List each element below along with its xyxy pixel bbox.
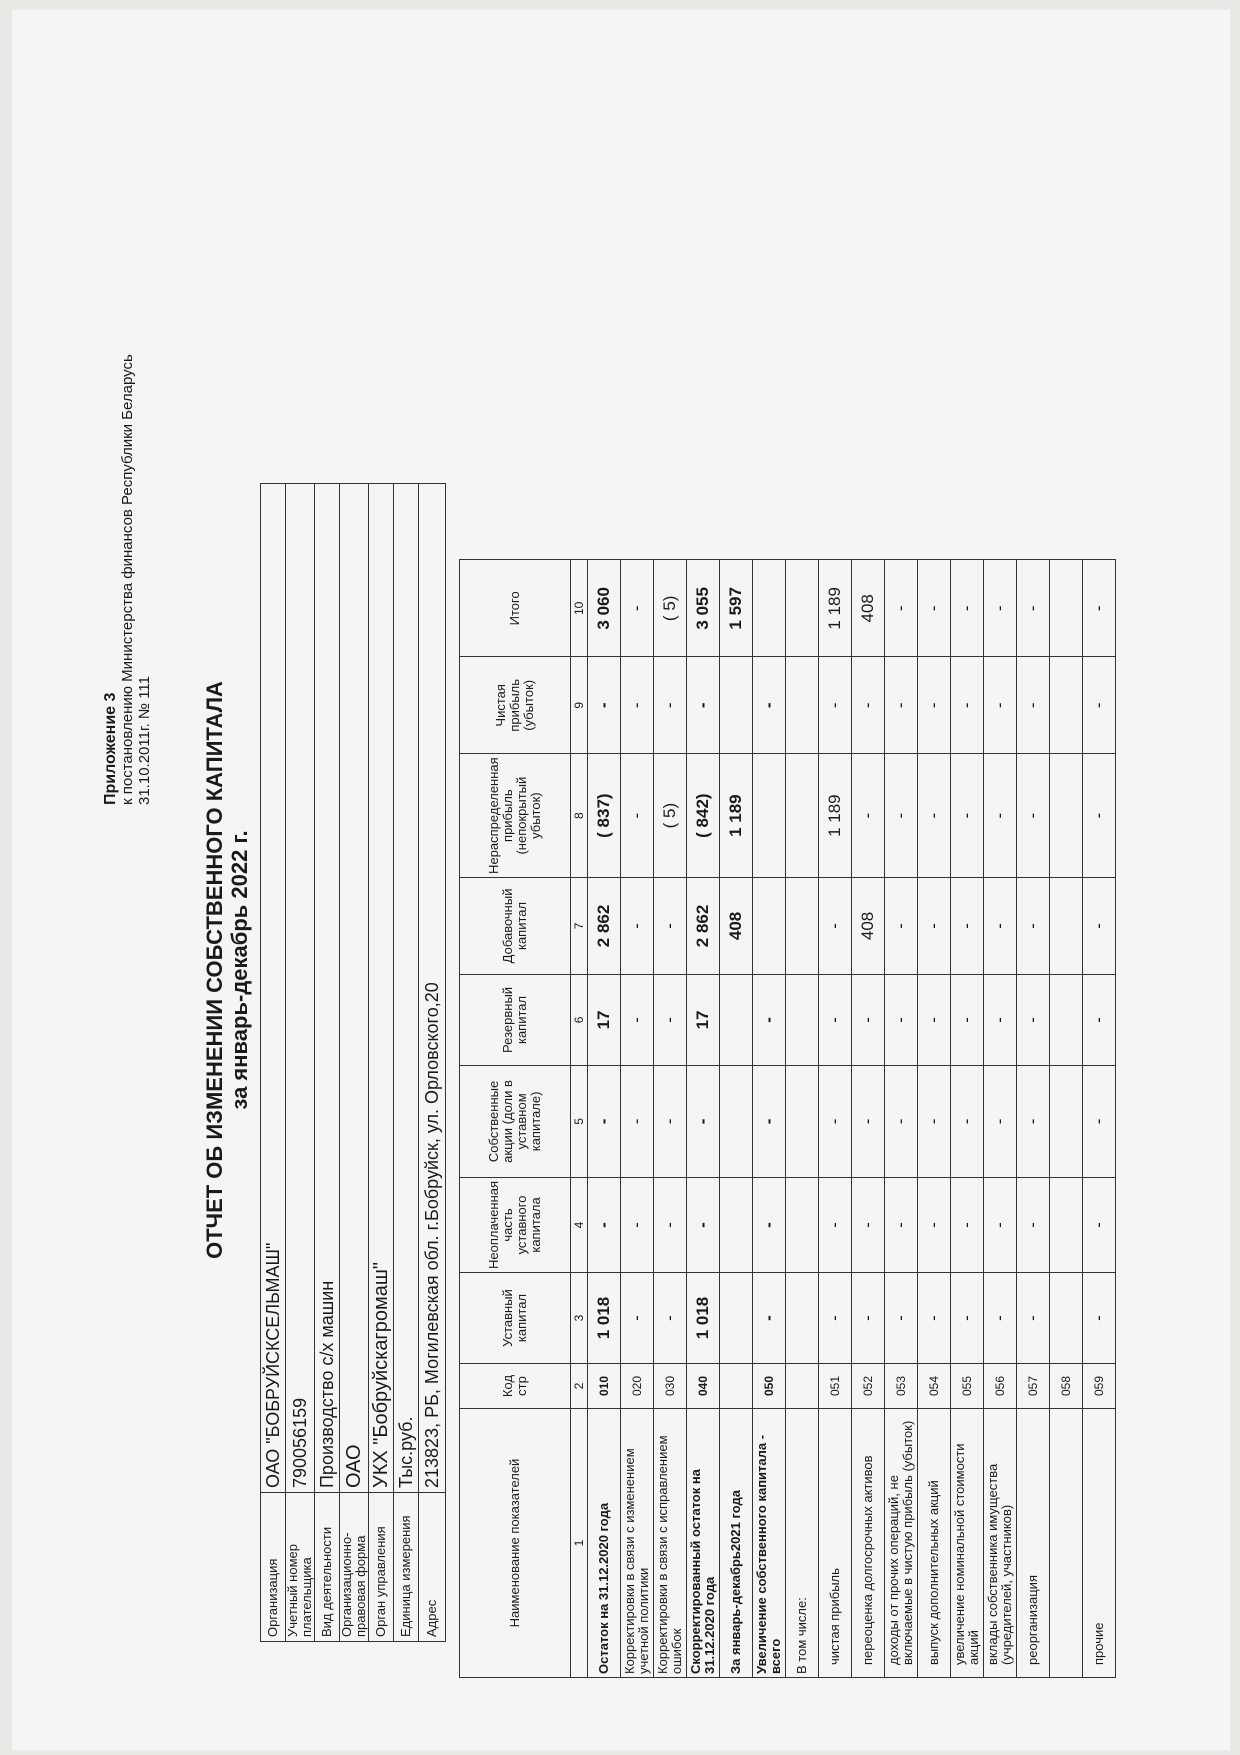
table-cell: 1 018 [687, 1273, 720, 1364]
row-code: 057 [1017, 1364, 1050, 1409]
table-cell: - [885, 1065, 918, 1177]
column-header: Код стр [460, 1364, 571, 1409]
table-cell: - [1083, 877, 1116, 974]
table-cell: - [984, 560, 1017, 657]
table-cell: - [654, 1273, 687, 1364]
table-cell: 17 [588, 974, 621, 1065]
row-code: 010 [588, 1364, 621, 1409]
table-row [885, 560, 918, 1678]
table-cell: - [885, 560, 918, 657]
table-cell: - [984, 1065, 1017, 1177]
row-label: вклады собственника имущества (учредителей, участников) [984, 1409, 1017, 1678]
column-number-row [571, 560, 588, 1678]
appendix-note [102, 45, 153, 805]
table-cell: 3 055 [687, 560, 720, 657]
table-cell [753, 560, 786, 657]
table-cell: - [687, 657, 720, 754]
column-number: 10 [571, 560, 588, 657]
table-cell: ( 5) [654, 560, 687, 657]
table-cell: - [621, 1177, 654, 1272]
table-cell: - [819, 1177, 852, 1272]
info-row [419, 484, 446, 1642]
table-cell [720, 974, 753, 1065]
table-cell: - [654, 1177, 687, 1272]
info-value: ОАО [340, 484, 369, 1493]
info-label: Орган управления [369, 1493, 394, 1642]
row-label: прочие [1083, 1409, 1116, 1678]
table-cell: - [918, 877, 951, 974]
table-cell: - [654, 877, 687, 974]
row-code: 054 [918, 1364, 951, 1409]
table-cell: - [819, 1273, 852, 1364]
row-code: 059 [1083, 1364, 1116, 1409]
table-cell [1050, 1177, 1083, 1272]
table-cell: - [1083, 1065, 1116, 1177]
table-cell: - [1083, 754, 1116, 878]
row-label: Остаток на 31.12.2020 года [588, 1409, 621, 1678]
table-row [654, 560, 687, 1678]
row-code: 056 [984, 1364, 1017, 1409]
table-cell: - [588, 657, 621, 754]
organization-info-table [260, 483, 446, 1642]
column-number: 4 [571, 1177, 588, 1272]
table-cell: 2 862 [687, 877, 720, 974]
table-cell: - [918, 1273, 951, 1364]
table-cell: - [852, 1065, 885, 1177]
table-cell: ( 5) [654, 754, 687, 878]
table-cell: - [951, 877, 984, 974]
info-label: Адрес [419, 1493, 446, 1642]
info-value: ОАО "БОБРУЙСКСЕЛЬМАШ" [261, 484, 286, 1493]
row-label: Корректировки в связи с исправлением ошибок [654, 1409, 687, 1678]
scanned-page [12, 10, 1230, 1750]
table-cell: ( 842) [687, 754, 720, 878]
table-cell: - [918, 560, 951, 657]
table-cell: - [852, 1273, 885, 1364]
table-cell: - [951, 974, 984, 1065]
table-row [753, 560, 786, 1678]
table-cell [720, 1273, 753, 1364]
table-cell: - [621, 1273, 654, 1364]
report-title [202, 250, 252, 1690]
table-cell: 17 [687, 974, 720, 1065]
table-cell: - [654, 657, 687, 754]
table-cell: - [1083, 657, 1116, 754]
table-cell [720, 1065, 753, 1177]
column-number: 3 [571, 1273, 588, 1364]
table-cell: - [918, 657, 951, 754]
column-number: 6 [571, 974, 588, 1065]
table-row [588, 560, 621, 1678]
table-cell: 408 [720, 877, 753, 974]
table-cell: ( 837) [588, 754, 621, 878]
table-cell: - [819, 877, 852, 974]
info-value: УКХ "Бобруйскагромаш" [369, 484, 394, 1493]
table-cell: - [1083, 1177, 1116, 1272]
table-cell: - [885, 754, 918, 878]
row-code: 050 [753, 1364, 786, 1409]
row-code: 053 [885, 1364, 918, 1409]
row-label: чистая прибыль [819, 1409, 852, 1678]
column-header: Наименование показателей [460, 1409, 571, 1678]
column-number: 9 [571, 657, 588, 754]
info-row [394, 484, 419, 1642]
table-row [819, 560, 852, 1678]
info-label: Вид деятельности [315, 1493, 340, 1642]
table-cell: - [654, 1065, 687, 1177]
info-label: Организационно-правовая форма [340, 1493, 369, 1642]
table-cell: 1 189 [819, 560, 852, 657]
table-cell [786, 877, 819, 974]
table-cell: - [654, 974, 687, 1065]
table-cell: 1 189 [819, 754, 852, 878]
table-cell: - [918, 974, 951, 1065]
table-row [951, 560, 984, 1678]
table-cell: - [951, 1065, 984, 1177]
row-label: В том числе: [786, 1409, 819, 1678]
table-row [786, 560, 819, 1678]
table-cell: - [1083, 1273, 1116, 1364]
table-row [687, 560, 720, 1678]
table-cell: - [588, 1065, 621, 1177]
row-code: 052 [852, 1364, 885, 1409]
table-row [720, 560, 753, 1678]
table-cell: - [621, 657, 654, 754]
table-cell: - [1017, 974, 1050, 1065]
table-cell: - [1017, 1273, 1050, 1364]
row-label: Корректировки в связи с изменением учетной политики [621, 1409, 654, 1678]
table-cell [786, 560, 819, 657]
info-label: Единица измерения [394, 1493, 419, 1642]
appendix-line-1: к постановлению Министерства финансов Республики Беларусь [119, 354, 136, 805]
row-label: переоценка долгосрочных активов [852, 1409, 885, 1678]
table-cell [1050, 1065, 1083, 1177]
table-cell: - [951, 1177, 984, 1272]
table-cell: 408 [852, 560, 885, 657]
table-cell [1050, 657, 1083, 754]
column-header: Добавочный капитал [460, 877, 571, 974]
table-cell [786, 1177, 819, 1272]
info-row [286, 484, 315, 1642]
column-header: Резервный капитал [460, 974, 571, 1065]
row-code: 055 [951, 1364, 984, 1409]
table-cell: - [918, 754, 951, 878]
table-cell [1050, 754, 1083, 878]
row-label: За январь-декабрь2021 года [720, 1409, 753, 1678]
table-cell [786, 1273, 819, 1364]
column-number: 8 [571, 754, 588, 878]
column-header: Итого [460, 560, 571, 657]
table-cell: - [951, 560, 984, 657]
table-cell: - [852, 974, 885, 1065]
table-cell: 2 862 [588, 877, 621, 974]
table-header-row [460, 560, 571, 1678]
table-cell: - [984, 1273, 1017, 1364]
info-value: 790056159 [286, 484, 315, 1493]
table-cell: - [852, 754, 885, 878]
table-cell: - [885, 1177, 918, 1272]
table-cell: - [885, 1273, 918, 1364]
table-cell: - [951, 754, 984, 878]
table-cell: - [1017, 754, 1050, 878]
table-cell: 408 [852, 877, 885, 974]
row-code [720, 1364, 753, 1409]
table-cell: - [621, 1065, 654, 1177]
row-label: Скорректированный остаток на 31.12.2020 года [687, 1409, 720, 1678]
row-label: доходы от прочих операций, не включаемые в чистую прибыль (убыток) [885, 1409, 918, 1678]
table-cell: - [852, 1177, 885, 1272]
info-value: 213823, РБ, Могилевская обл. г.Бобруйск, ул. Орловского,20 [419, 484, 446, 1493]
table-cell: - [819, 974, 852, 1065]
table-cell: - [984, 1177, 1017, 1272]
column-header: Уставный капитал [460, 1273, 571, 1364]
table-row [1017, 560, 1050, 1678]
column-number: 7 [571, 877, 588, 974]
table-row [1083, 560, 1116, 1678]
appendix-title: Приложение 3 [102, 692, 119, 805]
table-cell: - [753, 657, 786, 754]
table-cell: - [984, 974, 1017, 1065]
row-code: 020 [621, 1364, 654, 1409]
table-cell: - [984, 877, 1017, 974]
row-label [1050, 1409, 1083, 1678]
table-cell: - [621, 974, 654, 1065]
row-label: увеличение номинальной стоимости акций [951, 1409, 984, 1678]
table-cell [753, 754, 786, 878]
table-cell: 1 189 [720, 754, 753, 878]
table-cell: 1 018 [588, 1273, 621, 1364]
table-cell: 3 060 [588, 560, 621, 657]
table-cell: - [687, 1177, 720, 1272]
row-code: 058 [1050, 1364, 1083, 1409]
row-label: выпуск дополнительных акций [918, 1409, 951, 1678]
column-header: Неоплаченная часть уставного капитала [460, 1177, 571, 1272]
table-row [918, 560, 951, 1678]
report-period: за январь-декабрь 2022 г. [227, 830, 252, 1110]
table-cell: - [951, 657, 984, 754]
info-row [315, 484, 340, 1642]
table-cell: - [852, 657, 885, 754]
column-header: Нераспределенная прибыль (непокрытый убыток) [460, 754, 571, 878]
table-cell: - [621, 877, 654, 974]
table-cell: - [1083, 560, 1116, 657]
table-cell: - [621, 560, 654, 657]
table-cell [1050, 1273, 1083, 1364]
table-cell: - [819, 657, 852, 754]
table-row [1050, 560, 1083, 1678]
column-header: Чистая прибыль (убыток) [460, 657, 571, 754]
info-value: Тыс.руб. [394, 484, 419, 1493]
table-cell [720, 657, 753, 754]
report-title-line-1: ОТЧЕТ ОБ ИЗМЕНЕНИИ СОБСТВЕННОГО КАПИТАЛА [202, 681, 227, 1259]
table-cell [720, 1177, 753, 1272]
table-cell: - [621, 754, 654, 878]
table-cell: - [885, 974, 918, 1065]
row-label: реорганизация [1017, 1409, 1050, 1678]
info-label: Учетный номер плательщика [286, 1493, 315, 1642]
info-row [261, 484, 286, 1642]
table-cell [786, 754, 819, 878]
table-cell [786, 974, 819, 1065]
appendix-line-2: 31.10.2011г. № 111 [136, 676, 153, 805]
info-label: Организация [261, 1493, 286, 1642]
row-code: 030 [654, 1364, 687, 1409]
table-cell: - [1083, 974, 1116, 1065]
table-cell: - [1017, 1065, 1050, 1177]
table-row [984, 560, 1017, 1678]
table-row [621, 560, 654, 1678]
table-cell: - [984, 754, 1017, 878]
table-cell [786, 1065, 819, 1177]
table-cell: - [753, 974, 786, 1065]
table-cell: - [984, 657, 1017, 754]
table-cell: - [687, 1065, 720, 1177]
column-number: 5 [571, 1065, 588, 1177]
column-number: 2 [571, 1364, 588, 1409]
table-cell [1050, 974, 1083, 1065]
row-code [786, 1364, 819, 1409]
info-row [340, 484, 369, 1642]
table-cell: - [885, 657, 918, 754]
table-cell: - [885, 877, 918, 974]
table-cell: - [753, 1065, 786, 1177]
table-cell: - [588, 1177, 621, 1272]
row-label: Увеличение собственного капитала - всего [753, 1409, 786, 1678]
table-cell: - [918, 1065, 951, 1177]
rotated-document [67, 10, 1227, 1690]
table-cell: - [951, 1273, 984, 1364]
table-cell: - [1017, 657, 1050, 754]
table-cell: - [918, 1177, 951, 1272]
table-cell [753, 877, 786, 974]
table-cell [1050, 560, 1083, 657]
table-row [852, 560, 885, 1678]
table-cell: - [1017, 1177, 1050, 1272]
table-cell [786, 657, 819, 754]
table-cell: - [819, 1065, 852, 1177]
capital-changes-table [459, 559, 1116, 1678]
table-cell: 1 597 [720, 560, 753, 657]
table-cell: - [1017, 560, 1050, 657]
table-cell: - [1017, 877, 1050, 974]
info-row [369, 484, 394, 1642]
table-cell: - [753, 1273, 786, 1364]
row-code: 051 [819, 1364, 852, 1409]
column-number: 1 [571, 1409, 588, 1678]
column-header: Собственные акции (доли в уставном капитале) [460, 1065, 571, 1177]
table-cell [1050, 877, 1083, 974]
table-cell: - [753, 1177, 786, 1272]
info-value: Производство с/х машин [315, 484, 340, 1493]
row-code: 040 [687, 1364, 720, 1409]
